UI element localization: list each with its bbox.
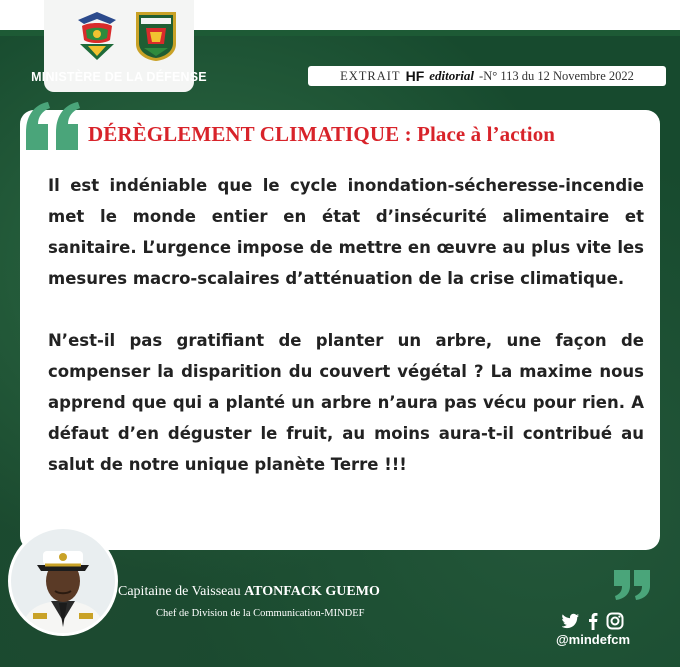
paper-logo-mark: HF bbox=[405, 68, 425, 84]
communication-division-badge-icon bbox=[134, 10, 178, 62]
social-icons bbox=[562, 612, 642, 630]
open-quote-icon bbox=[22, 98, 84, 158]
officer-portrait-icon bbox=[11, 529, 115, 633]
ministry-label: MINISTÈRE DE LA DÉFENSE bbox=[31, 70, 207, 84]
author-name: ATONFACK GUEMO bbox=[244, 584, 380, 599]
extract-banner bbox=[308, 66, 666, 86]
article-title: DÉRÈGLEMENT CLIMATIQUE : Place à l’action bbox=[88, 122, 556, 146]
author-line bbox=[118, 584, 498, 604]
author-rank: Capitaine de Vaisseau bbox=[118, 584, 241, 599]
issue-number: -N° 113 du 12 Novembre 2022 bbox=[479, 68, 634, 83]
twitter-icon[interactable] bbox=[562, 613, 580, 629]
extract-label: EXTRAIT bbox=[340, 68, 401, 83]
facebook-icon[interactable] bbox=[588, 612, 598, 630]
article-body bbox=[48, 170, 644, 480]
defense-emblem-icon bbox=[74, 10, 120, 62]
social-handle[interactable]: @mindefcm bbox=[556, 632, 631, 647]
instagram-icon[interactable] bbox=[606, 612, 624, 630]
article-paragraph: N’est-il pas gratifiant de planter un arbre, une façon de compenser la disparition du couvert végétal ? La maxime nous apprend que qui a planté un arbre n’aura pas vécu pour rien. A défaut d’en déguster le fruit, au moins aura-t-il contribué au salut de notre unique planète Terre !!! bbox=[48, 331, 644, 474]
author-role: Chef de Division de la Communication-MINDEF bbox=[156, 608, 365, 619]
paper-name: editorial bbox=[429, 68, 475, 83]
author-portrait bbox=[8, 526, 118, 636]
close-quote-icon bbox=[612, 566, 654, 602]
article-paragraph: Il est indéniable que le cycle inondation-sécheresse-incendie met le monde entier en état d’insécurité alimentaire et sanitaire. L’urgence impose de mettre en œuvre au plus vite les mesures macro-scalaires d’atténuation de la crise climatique. bbox=[48, 176, 644, 288]
